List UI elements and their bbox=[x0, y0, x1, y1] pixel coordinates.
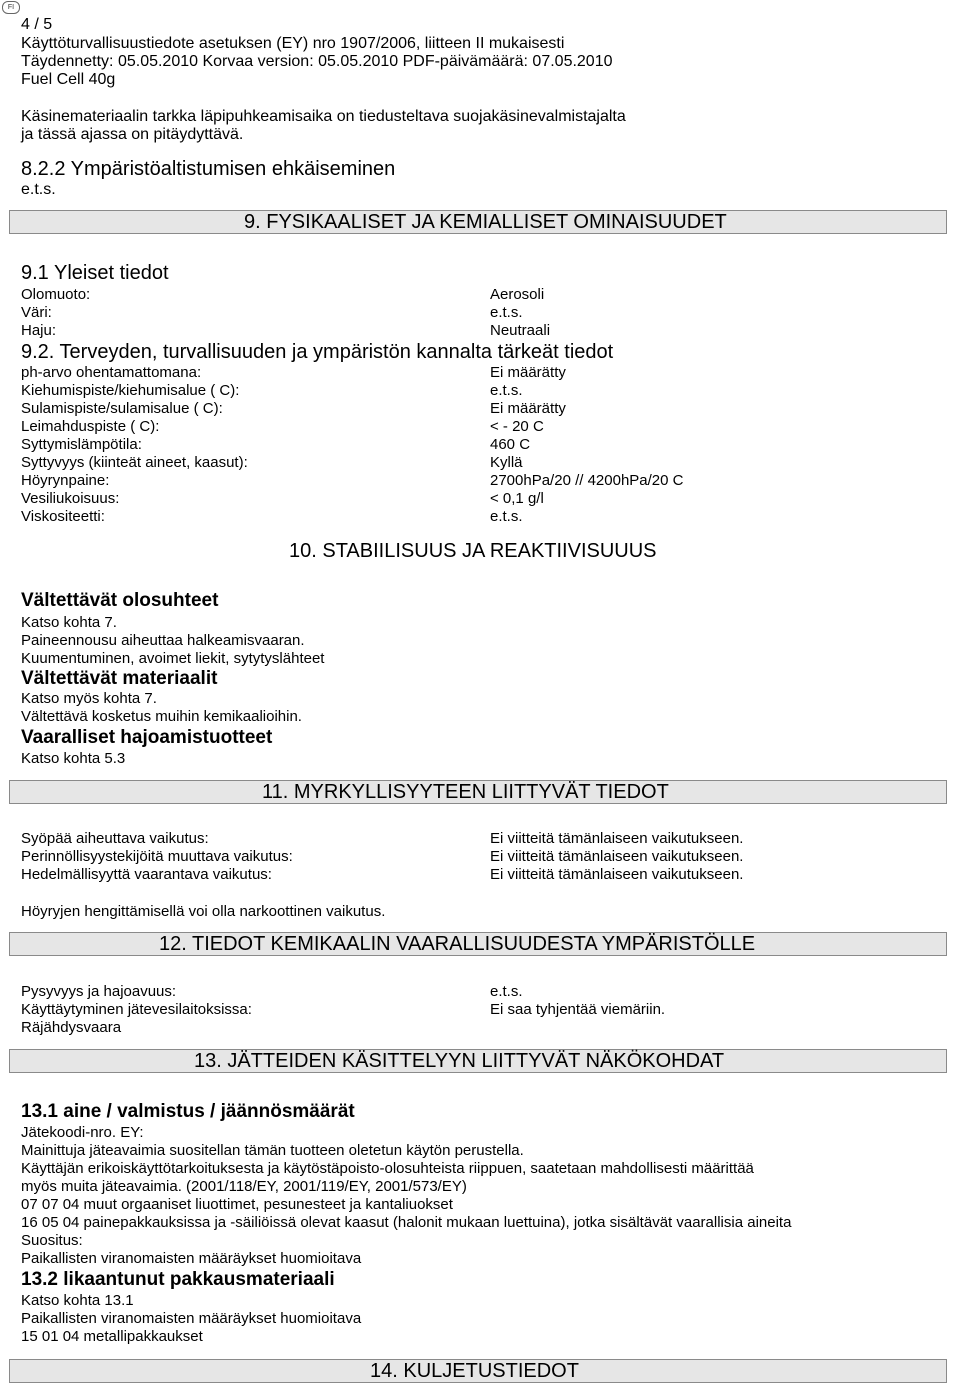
section-12-title: 12. TIEDOT KEMIKAALIN VAARALLISUUDESTA YMPÄRISTÖLLE bbox=[159, 933, 756, 955]
section-10-line: Kuumentuminen, avoimet liekit, sytytyslähteet bbox=[21, 650, 325, 667]
section-10-line: Katso myös kohta 7. bbox=[21, 690, 157, 707]
section-10-heading-materials: Vältettävät materiaalit bbox=[21, 668, 218, 689]
prop-value: Ei määrätty bbox=[490, 364, 566, 381]
prop-label: ph-arvo ohentamattomana: bbox=[21, 364, 202, 381]
section-10-line: Katso kohta 5.3 bbox=[21, 750, 126, 767]
prop-value: Aerosoli bbox=[490, 286, 545, 303]
prop-label: Leimahduspiste ( C): bbox=[21, 418, 160, 435]
prop-label: Höyrynpaine: bbox=[21, 472, 110, 489]
prop-label: Syttyvyys (kiinteät aineet, kaasut): bbox=[21, 454, 248, 471]
section-13-2-title: 13.2 likaantunut pakkausmateriaali bbox=[21, 1269, 335, 1290]
section-8-2-2-title: 8.2.2 Ympäristöaltistumisen ehkäiseminen bbox=[21, 158, 396, 180]
prop-label: Sulamispiste/sulamisalue ( C): bbox=[21, 400, 223, 417]
glove-note-line-2: ja tässä ajassa on pitäydyttävä. bbox=[21, 126, 244, 143]
section-10-line: Vältettävä kosketus muihin kemikaalioihin. bbox=[21, 708, 302, 725]
tox-label: Perinnöllisyystekijöitä muuttava vaikutus: bbox=[21, 848, 293, 865]
section-9-1-title: 9.1 Yleiset tiedot bbox=[21, 262, 169, 284]
section-9-2-title: 9.2. Terveyden, turvallisuuden ja ympäristön kannalta tärkeät tiedot bbox=[21, 341, 614, 363]
waste-line: Jätekoodi-nro. EY: bbox=[21, 1124, 144, 1141]
section-10-line: Paineennousu aiheuttaa halkeamisvaaran. bbox=[21, 632, 305, 649]
prop-value: Kyllä bbox=[490, 454, 523, 471]
prop-label: Viskositeetti: bbox=[21, 508, 105, 525]
eco-value: Ei saa tyhjentää viemäriin. bbox=[490, 1001, 666, 1018]
prop-label: Väri: bbox=[21, 304, 52, 321]
tox-value: Ei viitteitä tämänlaiseen vaikutukseen. bbox=[490, 866, 744, 883]
prop-value: e.t.s. bbox=[490, 382, 523, 399]
section-11-title: 11. MYRKYLLISYYTEEN LIITTYVÄT TIEDOT bbox=[262, 781, 669, 803]
eco-value: e.t.s. bbox=[490, 983, 523, 1000]
glove-note-line-1: Käsinemateriaalin tarkka läpipuhkeamisaika on tiedusteltava suojakäsinevalmistajalta bbox=[21, 108, 626, 125]
prop-value: 2700hPa/20 // 4200hPa/20 C bbox=[490, 472, 684, 489]
waste-line: 07 07 04 muut orgaaniset liuottimet, pesunesteet ja kantaliuokset bbox=[21, 1196, 453, 1213]
eco-label: Käyttäytyminen jätevesilaitoksissa: bbox=[21, 1001, 252, 1018]
section-10-title: 10. STABIILISUUS JA REAKTIIVISUUUS bbox=[289, 540, 657, 562]
section-9-title: 9. FYSIKAALISET JA KEMIALLISET OMINAISUUDET bbox=[244, 211, 727, 233]
waste-line: Suositus: bbox=[21, 1232, 83, 1249]
prop-label: Haju: bbox=[21, 322, 57, 339]
section-14-title: 14. KULJETUSTIEDOT bbox=[370, 1360, 579, 1382]
prop-value: e.t.s. bbox=[490, 508, 523, 525]
prop-value: Neutraali bbox=[490, 322, 551, 339]
language-flag-icon: FI bbox=[2, 1, 20, 14]
tox-label: Syöpää aiheuttava vaikutus: bbox=[21, 830, 209, 847]
prop-label: Kiehumispiste/kiehumisalue ( C): bbox=[21, 382, 240, 399]
waste-line: Mainittuja jäteavaimia suositellan tämän tuotteen oletetun käytön perustella. bbox=[21, 1142, 524, 1159]
doc-dates-line: Täydennetty: 05.05.2010 Korvaa version: 05.05.2010 PDF-päivämäärä: 07.05.2010 bbox=[21, 53, 613, 70]
packaging-line: Katso kohta 13.1 bbox=[21, 1292, 134, 1309]
eco-label: Räjähdysvaara bbox=[21, 1019, 122, 1036]
waste-line: Käyttäjän erikoiskäyttötarkoituksesta ja käytöstäpoisto-olosuhteista riippuen, saatetaan mahdollisesti määrittää bbox=[21, 1160, 754, 1177]
prop-value: < 0,1 g/l bbox=[490, 490, 544, 507]
prop-value: 460 C bbox=[490, 436, 531, 453]
waste-line: 16 05 04 painepakkauksissa ja -säiliöissä olevat kaasut (halonit mukaan luettuina), jotka sisältävät vaarallisia aineita bbox=[21, 1214, 792, 1231]
prop-value: < - 20 C bbox=[490, 418, 544, 435]
section-10-heading-decomposition: Vaaralliset hajoamistuotteet bbox=[21, 727, 273, 748]
packaging-line: Paikallisten viranomaisten määräykset huomioitava bbox=[21, 1310, 362, 1327]
section-13-title: 13. JÄTTEIDEN KÄSITTELYYN LIITTYVÄT NÄKÖKOHDAT bbox=[194, 1050, 725, 1072]
prop-value: Ei määrätty bbox=[490, 400, 566, 417]
section-10-line: Katso kohta 7. bbox=[21, 614, 117, 631]
tox-note: Höyryjen hengittämisellä voi olla narkoottinen vaikutus. bbox=[21, 903, 386, 920]
product-name: Fuel Cell 40g bbox=[21, 71, 116, 88]
tox-value: Ei viitteitä tämänlaiseen vaikutukseen. bbox=[490, 848, 744, 865]
doc-regulation-line: Käyttöturvallisuustiedote asetuksen (EY) nro 1907/2006, liitteen II mukaisesti bbox=[21, 35, 565, 52]
prop-label: Syttymislämpötila: bbox=[21, 436, 142, 453]
waste-line: myös muita jäteavaimia. (2001/118/EY, 2001/119/EY, 2001/573/EY) bbox=[21, 1178, 467, 1195]
page-number: 4 / 5 bbox=[21, 16, 53, 33]
tox-value: Ei viitteitä tämänlaiseen vaikutukseen. bbox=[490, 830, 744, 847]
prop-label: Olomuoto: bbox=[21, 286, 91, 303]
prop-value: e.t.s. bbox=[490, 304, 523, 321]
section-8-2-2-value: e.t.s. bbox=[21, 181, 56, 198]
section-13-1-title: 13.1 aine / valmistus / jäännösmäärät bbox=[21, 1101, 355, 1122]
tox-label: Hedelmällisyyttä vaarantava vaikutus: bbox=[21, 866, 272, 883]
prop-label: Vesiliukoisuus: bbox=[21, 490, 120, 507]
packaging-line: 15 01 04 metallipakkaukset bbox=[21, 1328, 203, 1345]
waste-line: Paikallisten viranomaisten määräykset huomioitava bbox=[21, 1250, 362, 1267]
eco-label: Pysyvyys ja hajoavuus: bbox=[21, 983, 177, 1000]
section-10-heading-conditions: Vältettävät olosuhteet bbox=[21, 590, 219, 611]
